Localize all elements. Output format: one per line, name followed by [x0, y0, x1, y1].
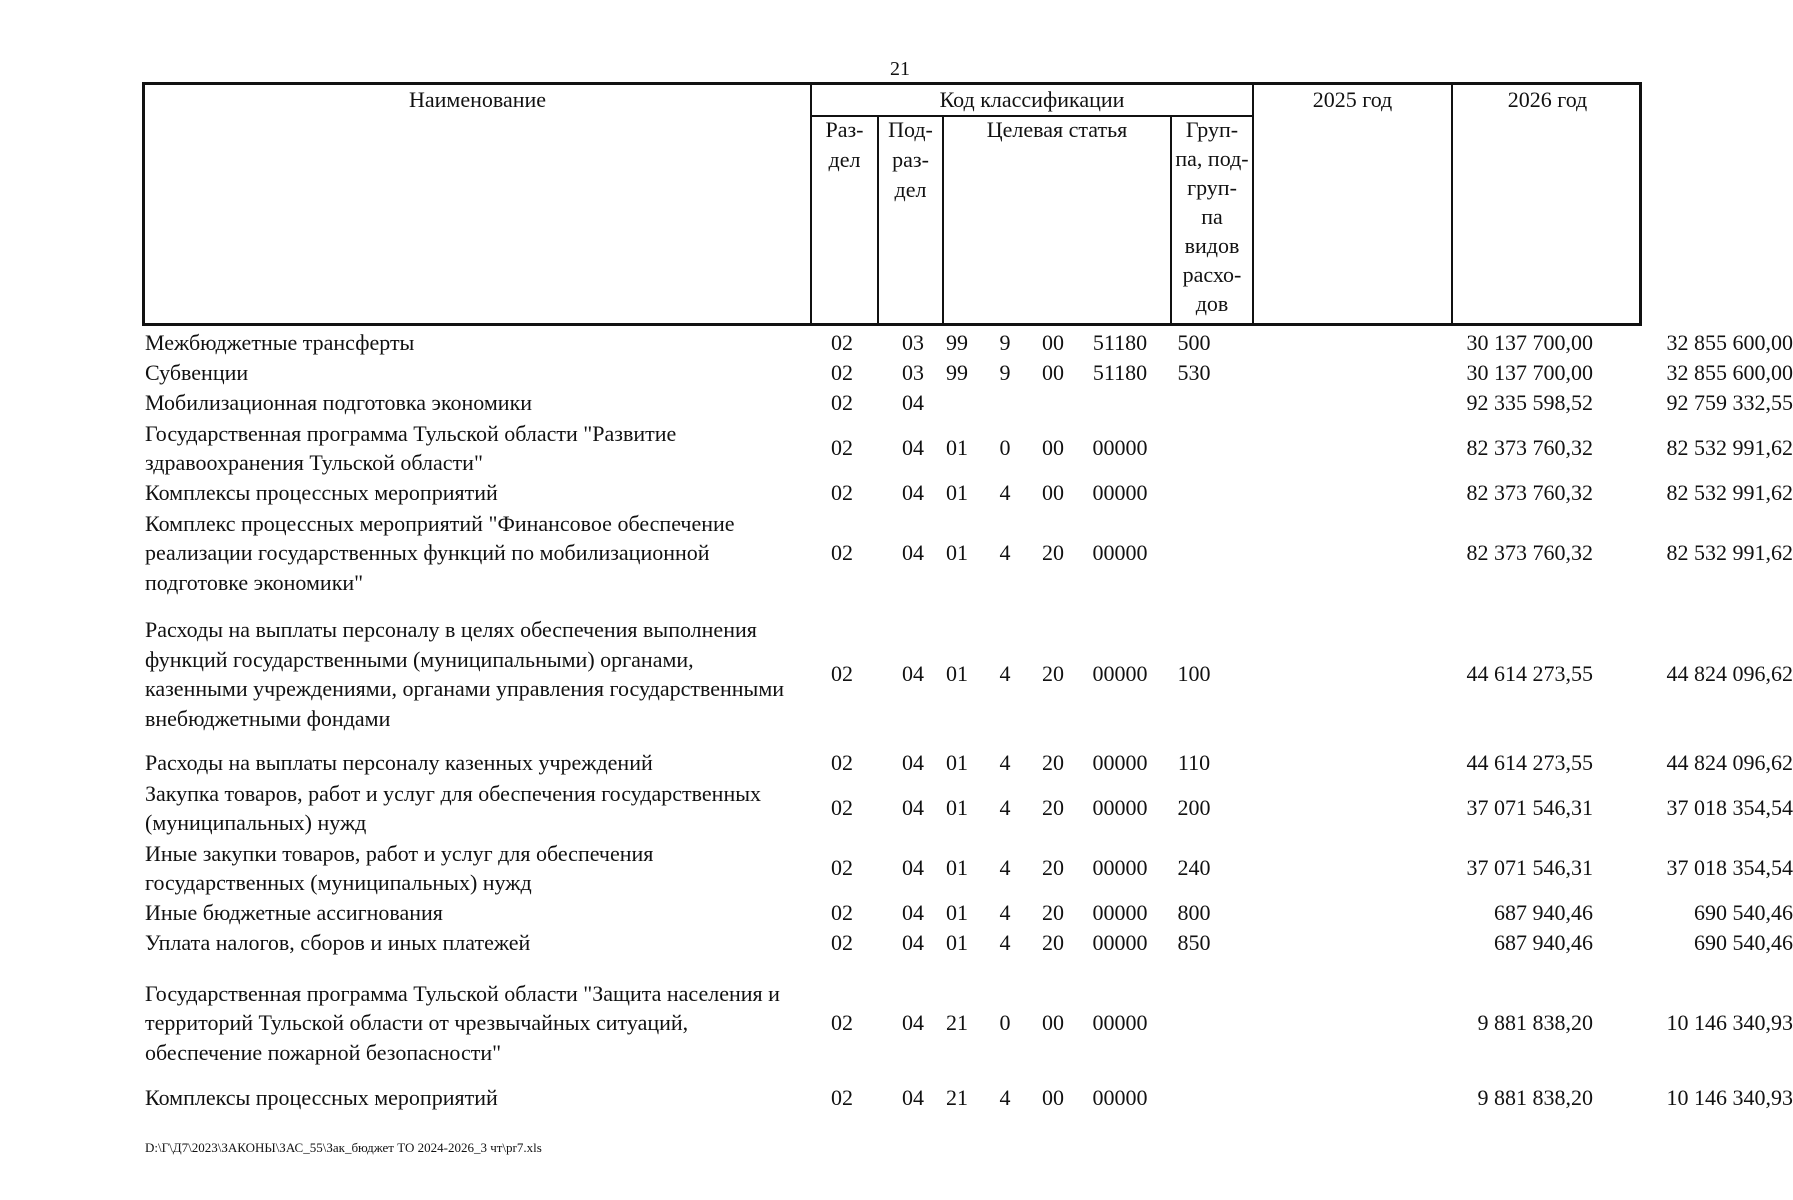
row-name: Комплекс процессных мероприятий "Финансовое обеспечение реализации государственных функций по мобилизационной подготовке экономики"	[145, 510, 735, 595]
podrazdel-code: 04	[902, 795, 924, 820]
target-subprogram: 0	[999, 435, 1011, 460]
target-element: 20	[1042, 900, 1064, 925]
header-year-2026: 2026 год	[1507, 87, 1588, 112]
target-subprogram: 4	[999, 661, 1011, 686]
table-row	[145, 898, 1793, 928]
target-element: 00	[1042, 360, 1064, 385]
target-subprogram: 4	[999, 480, 1011, 505]
page-number: 21	[890, 58, 910, 80]
amount-2026: 32 855 600,00	[1666, 330, 1793, 355]
razdel-code: 02	[831, 435, 853, 460]
amount-2025: 82 373 760,32	[1466, 540, 1593, 565]
podrazdel-code: 03	[902, 330, 924, 355]
amount-2025: 9 881 838,20	[1477, 1085, 1593, 1110]
row-name: Иные закупки товаров, работ и услуг для обеспечения государственных (муниципальных) нужд	[145, 840, 654, 895]
razdel-code: 02	[831, 480, 853, 505]
amount-2026: 37 018 354,54	[1666, 795, 1793, 820]
target-element: 20	[1042, 661, 1064, 686]
target-program: 01	[946, 855, 968, 880]
table-row	[145, 508, 1793, 598]
target-subprogram: 4	[999, 1085, 1011, 1110]
razdel-code: 02	[831, 855, 853, 880]
amount-2026: 32 855 600,00	[1666, 360, 1793, 385]
table-row	[145, 388, 1793, 418]
amount-2026: 44 824 096,62	[1666, 661, 1793, 686]
expense-group: 240	[1177, 855, 1211, 880]
target-subprogram: 4	[999, 795, 1011, 820]
amount-2026: 44 824 096,62	[1666, 750, 1793, 775]
amount-2025: 9 881 838,20	[1477, 1010, 1593, 1035]
amount-2025: 687 940,46	[1494, 900, 1593, 925]
table-row	[145, 970, 1793, 1076]
razdel-code: 02	[831, 390, 853, 415]
row-name: Межбюджетные трансферты	[145, 330, 415, 356]
expense-group: 200	[1177, 795, 1211, 820]
podrazdel-code: 04	[902, 540, 924, 565]
razdel-code: 02	[831, 360, 853, 385]
table-row	[145, 838, 1793, 898]
target-direction: 00000	[1092, 480, 1148, 505]
razdel-code: 02	[831, 900, 853, 925]
podrazdel-code: 04	[902, 480, 924, 505]
podrazdel-code: 04	[902, 435, 924, 460]
row-name: Государственная программа Тульской области "Защита населения и территорий Тульской области от чрезвычайных ситуаций, обеспечение пожарной безопасности"	[145, 980, 780, 1065]
target-element: 00	[1042, 1010, 1064, 1035]
podrazdel-code: 03	[902, 360, 924, 385]
amount-2025: 82 373 760,32	[1466, 435, 1593, 460]
target-element: 00	[1042, 1085, 1064, 1110]
file-path-footer: D:\Г\Д7\2023\ЗАКОНЫ\ЗАС_55\Зак_бюджет ТО 2024-2026_3 чт\pr7.xls	[145, 1140, 542, 1155]
target-subprogram: 9	[999, 360, 1011, 385]
header-divider	[1252, 85, 1254, 323]
header-divider	[1451, 85, 1453, 323]
target-direction: 00000	[1092, 540, 1148, 565]
razdel-code: 02	[831, 930, 853, 955]
amount-2025: 82 373 760,32	[1466, 480, 1593, 505]
target-direction: 00000	[1092, 750, 1148, 775]
table-row	[145, 358, 1793, 388]
amount-2025: 37 071 546,31	[1466, 795, 1593, 820]
row-name: Комплексы процессных мероприятий	[145, 1085, 498, 1111]
target-element	[1033, 388, 1073, 418]
row-name: Иные бюджетные ассигнования	[145, 900, 443, 926]
razdel-code: 02	[831, 750, 853, 775]
header-target: Целевая статья	[986, 117, 1128, 142]
expense-group: 850	[1177, 930, 1211, 955]
podrazdel-code: 04	[902, 900, 924, 925]
amount-2026: 37 018 354,54	[1666, 855, 1793, 880]
amount-2025: 30 137 700,00	[1466, 330, 1593, 355]
razdel-code: 02	[831, 795, 853, 820]
amount-2025: 44 614 273,55	[1466, 661, 1593, 686]
target-direction: 00000	[1092, 900, 1148, 925]
expense-group: 800	[1177, 900, 1211, 925]
target-subprogram: 4	[999, 540, 1011, 565]
row-name: Расходы на выплаты персоналу в целях обеспечения выполнения функций государственными (муниципальными) органами, казенными учреждениями, органами управления государственными внебюджетными фондами	[145, 617, 785, 731]
table-row	[145, 928, 1793, 958]
table-row	[145, 600, 1793, 748]
target-subprogram: 0	[999, 1010, 1011, 1035]
target-program	[937, 388, 977, 418]
header-group: Груп- па, под- груп- па видов расхо- дов	[1175, 117, 1249, 316]
target-subprogram: 4	[999, 855, 1011, 880]
row-name: Государственная программа Тульской области "Развитие здравоохранения Тульской области"	[145, 420, 677, 475]
podrazdel-code: 04	[902, 1010, 924, 1035]
target-program: 01	[946, 540, 968, 565]
row-name: Расходы на выплаты персоналу казенных учреждений	[145, 750, 653, 776]
target-subprogram: 4	[999, 750, 1011, 775]
target-program: 01	[946, 930, 968, 955]
target-program: 01	[946, 661, 968, 686]
target-direction: 51180	[1092, 330, 1148, 355]
razdel-code: 02	[831, 540, 853, 565]
target-direction: 00000	[1092, 1010, 1148, 1035]
amount-2026: 82 532 991,62	[1666, 480, 1793, 505]
expense-group: 110	[1177, 750, 1211, 775]
target-element: 00	[1042, 435, 1064, 460]
table-row	[145, 478, 1793, 508]
podrazdel-code: 04	[902, 930, 924, 955]
amount-2026: 10 146 340,93	[1666, 1085, 1793, 1110]
target-direction	[1085, 388, 1155, 418]
target-direction: 00000	[1092, 855, 1148, 880]
header-classification: Код классификации	[939, 87, 1125, 112]
expense-group	[1157, 508, 1231, 598]
razdel-code: 02	[831, 661, 853, 686]
target-direction: 00000	[1092, 795, 1148, 820]
amount-2026: 690 540,46	[1694, 930, 1793, 955]
target-direction: 00000	[1092, 1085, 1148, 1110]
row-name: Закупка товаров, работ и услуг для обеспечения государственных (муниципальных) нужд	[145, 780, 762, 835]
expense-group: 100	[1177, 661, 1211, 686]
target-subprogram	[990, 388, 1020, 418]
table-row	[145, 418, 1793, 478]
razdel-code: 02	[831, 1085, 853, 1110]
row-name: Комплексы процессных мероприятий	[145, 480, 498, 506]
target-program: 99	[946, 330, 968, 355]
podrazdel-code: 04	[902, 390, 924, 415]
expense-group	[1157, 970, 1231, 1076]
header-year-2025: 2025 год	[1312, 87, 1393, 112]
header-name: Наименование	[408, 87, 547, 112]
amount-2025: 30 137 700,00	[1466, 360, 1593, 385]
table-row	[145, 1076, 1793, 1120]
podrazdel-code: 04	[902, 661, 924, 686]
expense-group: 530	[1177, 360, 1211, 385]
table-header	[142, 82, 1642, 326]
podrazdel-code: 04	[902, 855, 924, 880]
amount-2025: 92 335 598,52	[1466, 390, 1593, 415]
expense-group	[1157, 418, 1231, 478]
header-podrazdel: Под- раз- дел	[888, 117, 933, 202]
table-row	[145, 748, 1793, 778]
expense-group	[1157, 388, 1231, 418]
table-row	[145, 328, 1793, 358]
amount-2026: 82 532 991,62	[1666, 435, 1793, 460]
target-program: 01	[946, 900, 968, 925]
target-element: 00	[1042, 480, 1064, 505]
target-program: 01	[946, 480, 968, 505]
expense-group	[1157, 478, 1231, 508]
expense-group: 500	[1177, 330, 1211, 355]
row-name: Субвенции	[145, 360, 249, 386]
amount-2026: 82 532 991,62	[1666, 540, 1793, 565]
header-divider	[942, 115, 944, 323]
target-program: 01	[946, 795, 968, 820]
target-element: 20	[1042, 750, 1064, 775]
target-program: 21	[946, 1010, 968, 1035]
target-direction: 00000	[1092, 930, 1148, 955]
target-element: 20	[1042, 930, 1064, 955]
row-name: Уплата налогов, сборов и иных платежей	[145, 930, 531, 956]
target-program: 01	[946, 750, 968, 775]
podrazdel-code: 04	[902, 750, 924, 775]
target-element: 20	[1042, 855, 1064, 880]
podrazdel-code: 04	[902, 1085, 924, 1110]
amount-2026: 10 146 340,93	[1666, 1010, 1793, 1035]
amount-2026: 690 540,46	[1694, 900, 1793, 925]
target-subprogram: 9	[999, 330, 1011, 355]
target-subprogram: 4	[999, 930, 1011, 955]
expense-group	[1157, 1076, 1231, 1120]
amount-2025: 687 940,46	[1494, 930, 1593, 955]
target-direction: 00000	[1092, 435, 1148, 460]
header-razdel: Раз- дел	[825, 117, 864, 172]
target-program: 01	[946, 435, 968, 460]
razdel-code: 02	[831, 1010, 853, 1035]
target-program: 99	[946, 360, 968, 385]
target-direction: 00000	[1092, 661, 1148, 686]
row-name: Мобилизационная подготовка экономики	[145, 390, 533, 416]
amount-2025: 37 071 546,31	[1466, 855, 1593, 880]
target-subprogram: 4	[999, 900, 1011, 925]
target-program: 21	[946, 1085, 968, 1110]
target-element: 20	[1042, 795, 1064, 820]
target-element: 00	[1042, 330, 1064, 355]
table-row	[145, 778, 1793, 838]
amount-2026: 92 759 332,55	[1666, 390, 1793, 415]
razdel-code: 02	[831, 330, 853, 355]
target-direction: 51180	[1092, 360, 1148, 385]
target-element: 20	[1042, 540, 1064, 565]
amount-2025: 44 614 273,55	[1466, 750, 1593, 775]
